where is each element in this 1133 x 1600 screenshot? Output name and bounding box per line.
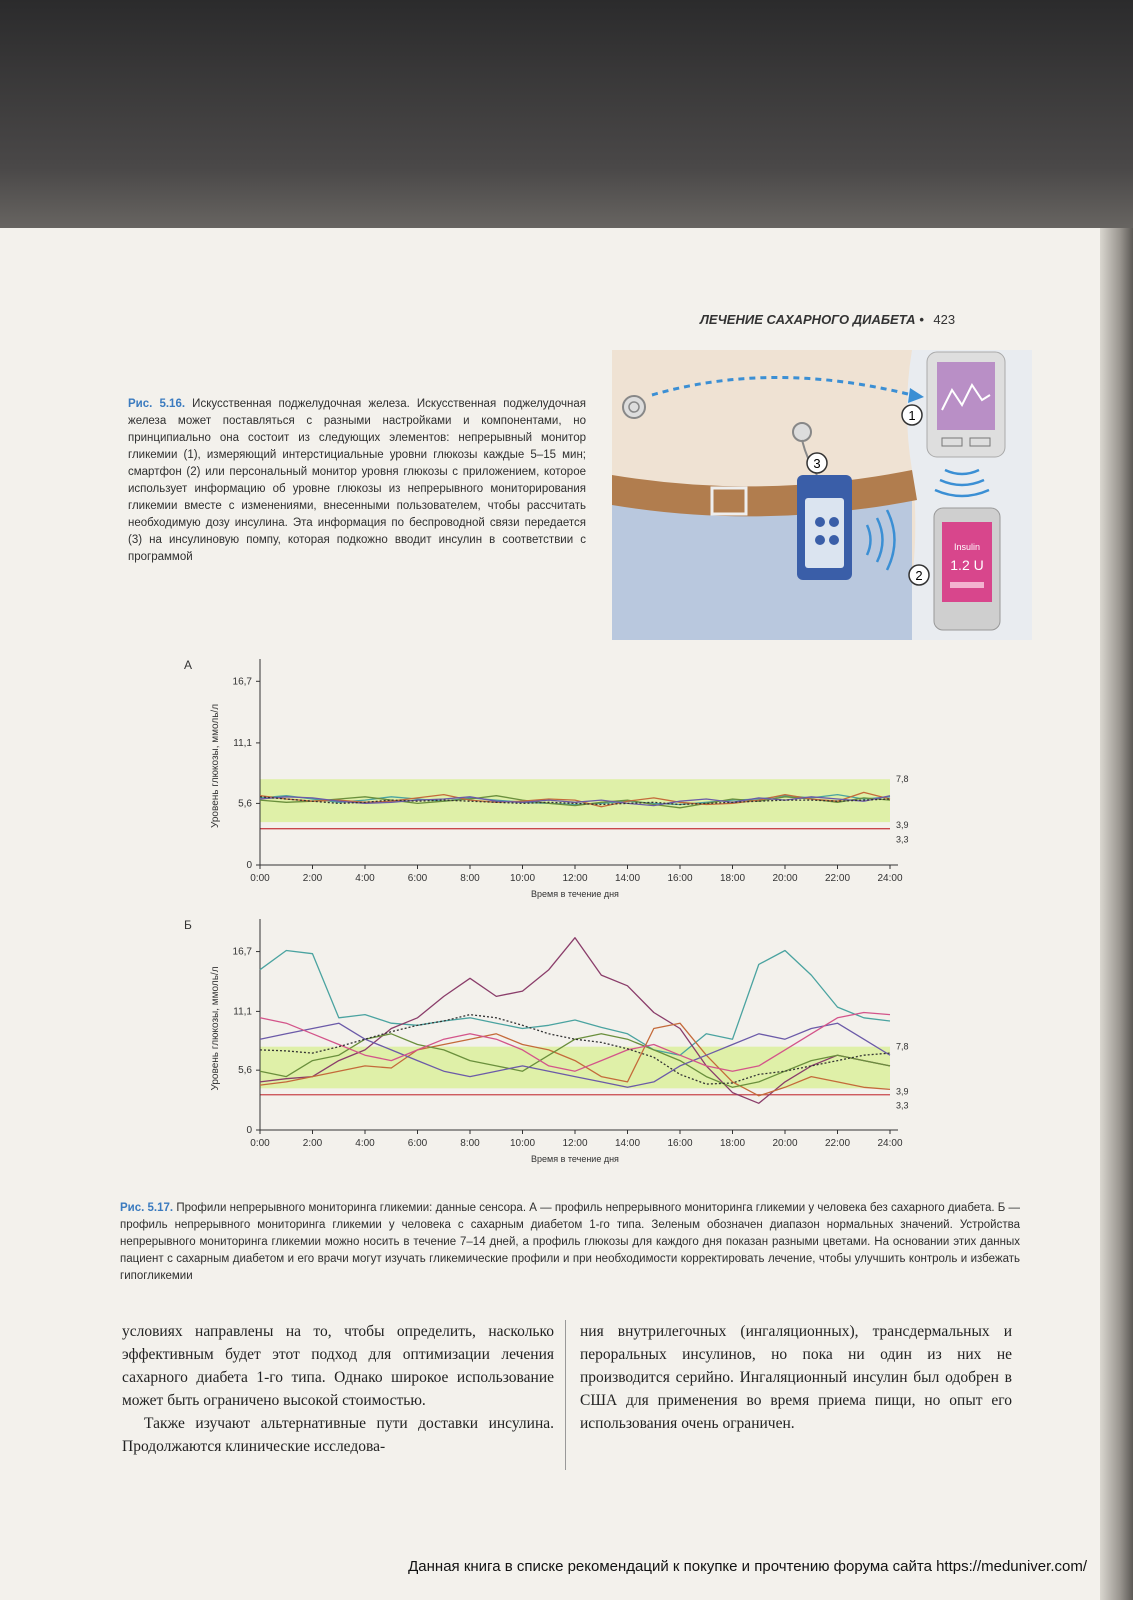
x-tick-label: 18:00 — [719, 873, 746, 884]
y-tick-label: 16,7 — [232, 676, 252, 688]
book-spine — [1100, 228, 1133, 1600]
running-separator: • — [919, 312, 924, 327]
x-tick-label: 20:00 — [772, 1138, 798, 1149]
x-tick-label: 6:00 — [407, 1138, 428, 1149]
y-tick-label: 5,6 — [238, 1065, 252, 1077]
body-left-column — [122, 1320, 554, 1458]
phone-dose-value: 1.2 U — [950, 557, 984, 573]
chart-a — [180, 655, 940, 910]
running-head — [700, 312, 1030, 327]
x-tick-label: 8:00 — [460, 1138, 480, 1149]
left-paragraph-2: Также изучают альтернативные пути доставки инсулина. Продолжаются клинические исследова- — [122, 1415, 554, 1455]
artificial-pancreas-illustration — [612, 350, 1032, 640]
y-tick-label: 11,1 — [233, 737, 252, 749]
svg-text:2: 2 — [915, 568, 923, 583]
page-number: 423 — [933, 312, 956, 327]
x-tick-label: 2:00 — [302, 1138, 323, 1149]
lower-range-label: 3,9 — [896, 1086, 909, 1097]
y-tick-label: 0 — [246, 1125, 252, 1136]
svg-text:3: 3 — [813, 456, 821, 471]
lower-range-label: 3,9 — [896, 820, 909, 831]
x-tick-label: 10:00 — [509, 873, 536, 884]
x-axis-title: Время в течение дня — [531, 889, 619, 899]
x-tick-label: 4:00 — [355, 873, 375, 884]
y-tick-label: 5,6 — [238, 798, 252, 810]
x-tick-label: 12:00 — [562, 873, 588, 884]
x-tick-label: 16:00 — [667, 873, 693, 884]
threshold-label: 3,3 — [896, 1100, 909, 1111]
x-tick-label: 22:00 — [824, 1138, 851, 1149]
scan-dark-margin — [0, 0, 1133, 240]
x-tick-label: 2:00 — [302, 873, 323, 884]
phone-insulin-label: Insulin — [953, 542, 981, 552]
y-axis-title: Уровень глюкозы, ммоль/л — [210, 966, 221, 1091]
y-tick-label: 0 — [246, 860, 252, 871]
x-tick-label: 14:00 — [614, 1138, 641, 1149]
x-tick-label: 10:00 — [509, 1138, 536, 1149]
y-tick-label: 11,1 — [233, 1006, 252, 1018]
figure-5-16-text: Искусственная поджелудочная железа. Искусственная поджелудочная железа может поставляться с разными настройками и компонентами, но принципиально она состоит из следующих элементов: непрерывный монитор гликемии (1), измеряющий интерстициальные уровни глюкозы каждые 5–15 мин; смартфон (2) или персональный монитор уровня глюкозы с приложением, которое использует информацию об уровне глюкозы из непрерывного мониторирования гликемии вместе с изменениями, внесенными пользователем, чтобы рассчитать необходимую дозу инсулина. Эта информация по беспроводной связи передается (3) на инсулиновую помпу, которая подкожно вводит инсулин в соответствии с программой — [128, 398, 586, 563]
figure-5-16-caption — [128, 396, 586, 566]
threshold-label: 3,3 — [896, 834, 909, 845]
y-tick-label: 16,7 — [232, 946, 252, 958]
x-tick-label: 24:00 — [877, 1138, 903, 1149]
x-tick-label: 18:00 — [719, 1138, 746, 1149]
x-tick-label: 4:00 — [355, 1138, 375, 1149]
jeans — [612, 495, 912, 640]
y-axis-title: Уровень глюкозы, ммоль/л — [210, 703, 221, 829]
x-tick-label: 12:00 — [562, 1138, 588, 1149]
marker-3 — [807, 453, 827, 473]
upper-range-label: 7,8 — [896, 774, 909, 785]
figure-5-16-label: Рис. 5.16. — [128, 398, 186, 410]
x-tick-label: 22:00 — [824, 873, 851, 884]
sensor-icon — [623, 396, 645, 418]
x-tick-label: 14:00 — [614, 873, 641, 884]
panel-letter: А — [184, 658, 193, 672]
x-tick-label: 16:00 — [667, 1138, 693, 1149]
x-tick-label: 20:00 — [772, 873, 798, 884]
figure-5-17-text: Профили непрерывного мониторинга гликемии: данные сенсора. А — профиль непрерывного мониторинга гликемии у человека без сахарного диабета. Б — профиль непрерывного мониторинга гликемии у человека с сахарным диабетом 1-го типа. Зеленым обозначен диапазон нормальных значений. Устройства непрерывного мониторинга гликемии можно носить в течение 7–14 дней, а профиль глюкозы для каждого дня показан разными цветами. На основании этих данных пациент с сахарным диабетом и его врачи могут изучать гликемические профили и при необходимости корректировать лечение, чтобы улучшить контроль и избежать гипогликемии — [120, 1202, 1020, 1282]
column-divider — [565, 1320, 566, 1470]
x-axis-title: Время в течение дня — [531, 1154, 619, 1164]
footer-note: Данная книга в списке рекомендаций к покупке и прочтению форума сайта https://meduniver.com/ — [408, 1558, 1087, 1575]
infusion-site-icon — [793, 423, 811, 441]
running-title: ЛЕЧЕНИЕ САХАРНОГО ДИАБЕТА — [700, 312, 916, 327]
body-right-column — [580, 1320, 1012, 1435]
marker-1 — [902, 405, 922, 425]
svg-text:1: 1 — [908, 408, 916, 423]
x-tick-label: 8:00 — [460, 873, 480, 884]
figure-5-17-label: Рис. 5.17. — [120, 1202, 174, 1214]
x-tick-label: 0:00 — [250, 873, 270, 884]
x-tick-label: 0:00 — [250, 1138, 270, 1149]
panel-letter: Б — [184, 918, 192, 932]
x-tick-label: 6:00 — [407, 873, 428, 884]
left-paragraph-1: условиях направлены на то, чтобы определить, насколько эффективным будет этот подход для оптимизации лечения сахарного диабета 1-го типа. Однако широкое использование может быть ограничено высокой стоимостью. — [122, 1323, 554, 1409]
marker-2 — [909, 565, 929, 585]
chart-b — [180, 915, 940, 1175]
right-paragraph-1: ния внутрилегочных (ингаляционных), трансдермальных и пероральных инсулинов, но пока ни один из них не производится серийно. Ингаляционный инсулин был одобрен в США для применения во время приема пищи, но опыт его использования очень ограничен. — [580, 1323, 1012, 1432]
upper-range-label: 7,8 — [896, 1041, 909, 1052]
x-tick-label: 24:00 — [877, 873, 903, 884]
figure-5-17-caption — [120, 1200, 1020, 1285]
